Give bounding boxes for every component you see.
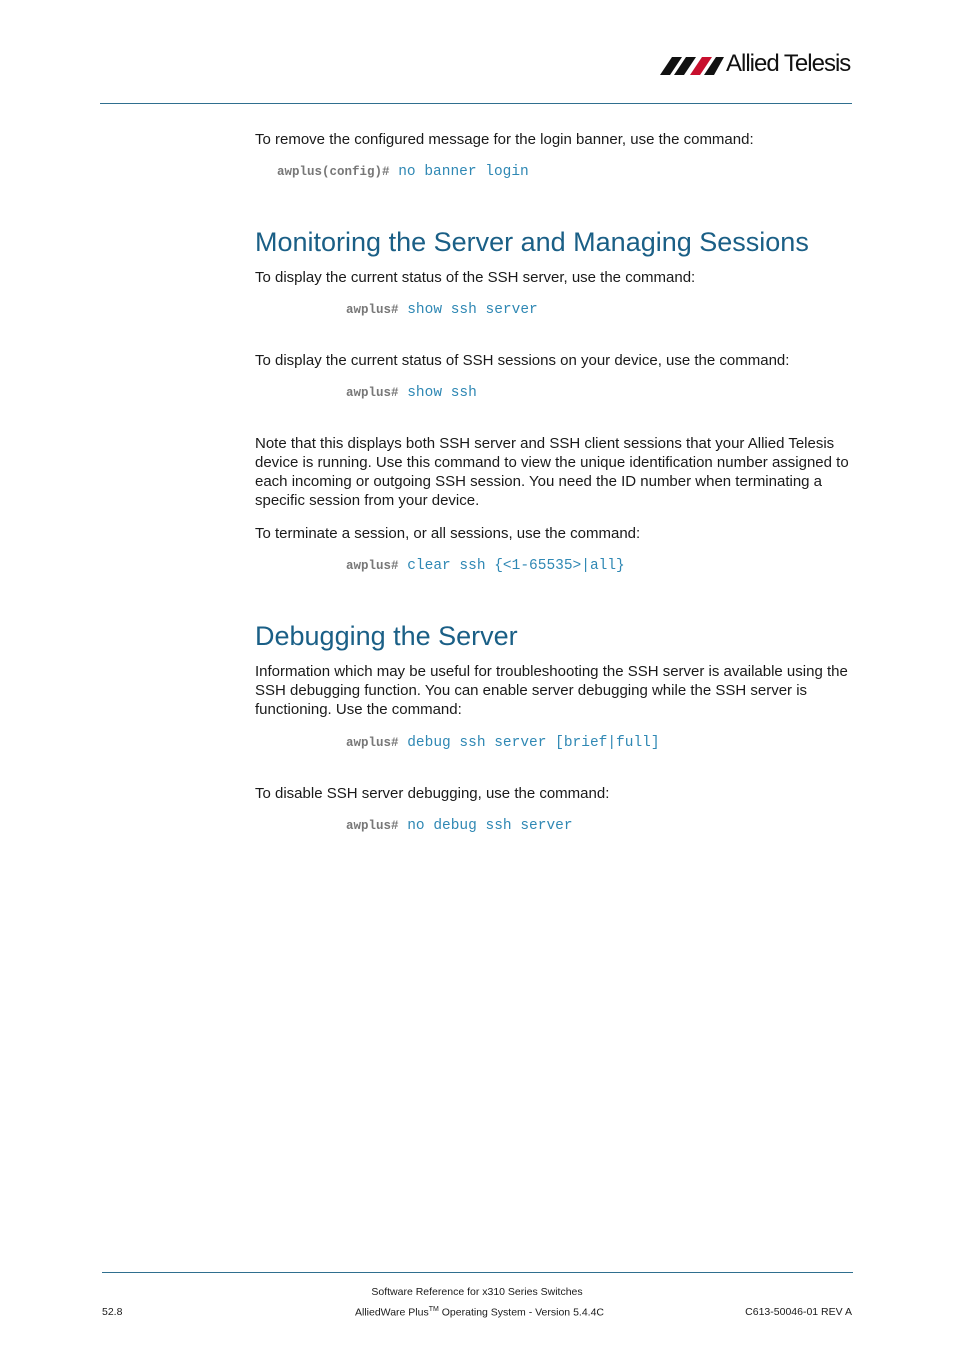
command-line	[346, 818, 573, 834]
command-line	[277, 164, 529, 180]
command-text: no banner login	[398, 164, 529, 180]
paragraph: To display the current status of SSH sessions on your device, use the command:	[255, 352, 790, 369]
paragraph: To disable SSH server debugging, use the command:	[255, 785, 610, 802]
command-prompt: awplus#	[346, 736, 399, 750]
page-number: 52.8	[102, 1306, 123, 1318]
trademark: TM	[428, 1306, 439, 1313]
command-prompt: awplus#	[346, 303, 399, 317]
command-prompt: awplus#	[346, 819, 399, 833]
paragraph: Information which may be useful for troubleshooting the SSH server is available using the SSH debugging function. You can enable server debugging while the SSH server is functioning. Use the command:	[255, 663, 848, 718]
allied-telesis-logo	[660, 50, 856, 80]
paragraph: To display the current status of the SSH server, use the command:	[255, 269, 696, 286]
command-line	[346, 735, 660, 751]
command-line	[346, 385, 477, 401]
command-prompt: awplus#	[346, 386, 399, 400]
logo-text: Allied Telesis	[726, 50, 851, 77]
section-heading-monitoring: Monitoring the Server and Managing Sessions	[255, 227, 809, 257]
paragraph: To terminate a session, or all sessions, use the command:	[255, 525, 641, 542]
command-text: debug ssh server [brief|full]	[407, 735, 660, 751]
command-text: no debug ssh server	[407, 818, 573, 834]
command-text: show ssh server	[407, 302, 538, 318]
command-prompt: awplus#	[346, 559, 399, 573]
os-version: Operating System - Version 5.4.4C	[438, 1306, 605, 1319]
command-prompt: awplus(config)#	[277, 165, 390, 179]
paragraph: Note that this displays both SSH server and SSH client sessions that your Allied Telesis device is running. Use this command to view the unique identification number assigned to each incoming or outgoing SSH session. You need the ID number when terminating a specific session from your device.	[255, 435, 849, 509]
intro-paragraph: To remove the configured message for the login banner, use the command:	[255, 131, 754, 148]
section-heading-debugging: Debugging the Server	[255, 621, 518, 651]
os-name: AlliedWare Plus	[355, 1306, 429, 1319]
footer-os-version	[355, 1306, 604, 1319]
footer-title: Software Reference for x310 Series Switches	[371, 1286, 583, 1298]
command-line	[346, 558, 625, 574]
footer-rule	[102, 1272, 853, 1273]
logo-mark-icon	[660, 55, 724, 75]
command-text: show ssh	[407, 385, 477, 401]
header-rule	[100, 103, 852, 104]
document-code: C613-50046-01 REV A	[745, 1306, 852, 1318]
command-line	[346, 302, 538, 318]
command-text: clear ssh {<1-65535>|all}	[407, 558, 625, 574]
